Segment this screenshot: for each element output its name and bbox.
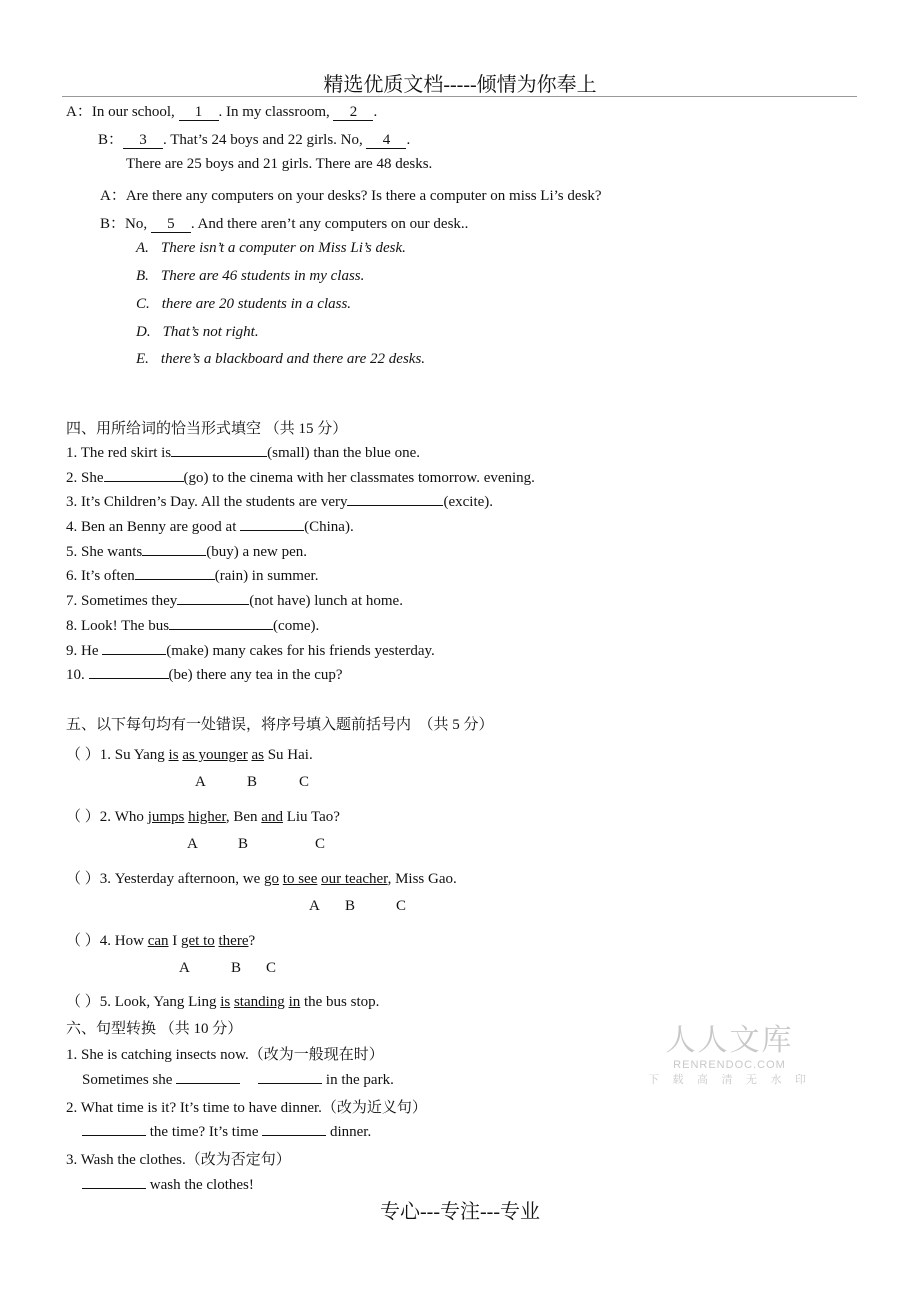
transform-answer-3: wash the clothes! (82, 1175, 254, 1194)
answer-blank-3: 3 (123, 133, 163, 149)
option-a: A. There isn’t a computer on Miss Li’s desk. (136, 240, 406, 256)
fill-item-2: 2. She (go) to the cinema with her classmates tomorrow. evening. (66, 470, 535, 486)
renrendoc-watermark: 人人文库 RENRENDOC.COM 下 载 高 清 无 水 印 (648, 1023, 811, 1086)
option-d: D. That’s not right. (136, 324, 259, 340)
answer-paren: （ ） (66, 871, 100, 887)
fill-item-10: 10. (be) there any tea in the cup? (66, 667, 343, 683)
speaker-a: A： (66, 104, 92, 120)
transform-question-1: 1. She is catching insects now.（改为一般现在时） (66, 1047, 384, 1063)
letter-c: C (396, 898, 407, 914)
transform-question-2: 2. What time is it? It’s time to have dinner.（改为近义句） (66, 1100, 427, 1116)
letter-b: B (247, 774, 258, 790)
fill-blank (171, 443, 267, 457)
fill-item-9: 9. He (make) many cakes for his friends yesterday. (66, 643, 435, 659)
answer-paren: （ ） (66, 809, 100, 825)
letter-b: B (231, 960, 242, 976)
fill-blank (135, 566, 215, 580)
fill-blank (176, 1070, 240, 1084)
page-header: 精选优质文档-----倾情为你奉上 (323, 74, 597, 96)
speaker-b: B： (98, 132, 124, 148)
fill-item-6: 6. It’s often (rain) in summer. (66, 568, 319, 584)
fill-blank (347, 492, 443, 506)
option-e: E. there’s a blackboard and there are 22 desks. (136, 351, 426, 367)
fill-blank (89, 665, 169, 679)
option-c: C. there are 20 students in a class. (136, 296, 352, 312)
transform-answer-2: the time? It’s time dinner. (82, 1122, 371, 1141)
error-question-1: （ ）1. Su Yang is as younger as Su Hai. (66, 747, 313, 763)
fill-blank (142, 542, 206, 556)
fill-blank (258, 1070, 322, 1084)
error-question-4: （ ）4. How can I get to there? (66, 933, 256, 949)
answer-blank-4: 4 (366, 133, 406, 149)
answer-paren: （ ） (66, 747, 100, 763)
letter-c: C (266, 960, 277, 976)
fill-blank (104, 468, 184, 482)
answer-paren: （ ） (66, 994, 100, 1010)
dialogue-line-1: A：In our school, 1 . In my classroom, 2 . (66, 104, 378, 120)
section6-title: 六、句型转换 （共 10 分） (66, 1021, 243, 1037)
fill-item-8: 8. Look! The bus (come). (66, 618, 320, 634)
section5-title: 五、以下每句均有一处错误，将序号填入题前括号内 （共 5 分） (66, 717, 494, 733)
error-question-2: （ ）2. Who jumps higher, Ben and Liu Tao? (66, 809, 340, 825)
letter-b: B (345, 898, 356, 914)
fill-blank (82, 1175, 146, 1189)
answer-blank-2: 2 (333, 105, 373, 121)
fill-item-5: 5. She wants (buy) a new pen. (66, 544, 308, 560)
option-b: B. There are 46 students in my class. (136, 268, 365, 284)
fill-blank (169, 616, 273, 630)
fill-item-4: 4. Ben an Benny are good at (China). (66, 519, 354, 535)
dialogue-line-3: There are 25 boys and 21 girls. There are 48 desks. (126, 156, 433, 172)
transform-answer-1: Sometimes she in the park. (82, 1072, 394, 1088)
letter-a: A (179, 960, 190, 976)
letter-c: C (299, 774, 310, 790)
answer-blank-1: 1 (179, 105, 219, 121)
dialogue-line-5: B：No, 5 . And there aren’t any computers on our desk.. (100, 216, 469, 232)
letter-a: A (195, 774, 206, 790)
answer-paren: （ ） (66, 933, 100, 949)
answer-blank-5: 5 (151, 217, 191, 233)
page-footer: 专心---专注---专业 (380, 1201, 540, 1223)
letter-c: C (315, 836, 326, 852)
fill-item-3: 3. It’s Children’s Day. All the students are very (excite). (66, 494, 494, 510)
error-question-3: （ ）3. Yesterday afternoon, we go to see our teacher, Miss Gao. (66, 871, 457, 887)
section4-title: 四、用所给词的恰当形式填空 （共 15 分） (66, 421, 348, 437)
header-rule (62, 96, 857, 97)
fill-blank (177, 591, 249, 605)
fill-blank (240, 517, 304, 531)
error-question-5: （ ）5. Look, Yang Ling is standing in the bus stop. (66, 994, 380, 1010)
letter-b: B (238, 836, 249, 852)
transform-question-3: 3. Wash the clothes.（改为否定句） (66, 1152, 291, 1168)
fill-blank (82, 1122, 146, 1136)
dialogue-line-4: A：Are there any computers on your desks? Is there a computer on miss Li’s desk? (100, 188, 602, 204)
fill-blank (102, 641, 166, 655)
fill-item-7: 7. Sometimes they (not have) lunch at home. (66, 593, 403, 609)
letter-a: A (187, 836, 198, 852)
dialogue-line-2: B： 3 . That’s 24 boys and 22 girls. No, 4 . (98, 132, 411, 148)
letter-a: A (309, 898, 320, 914)
fill-blank (262, 1122, 326, 1136)
fill-item-1: 1. The red skirt is (small) than the blue one. (66, 445, 420, 461)
